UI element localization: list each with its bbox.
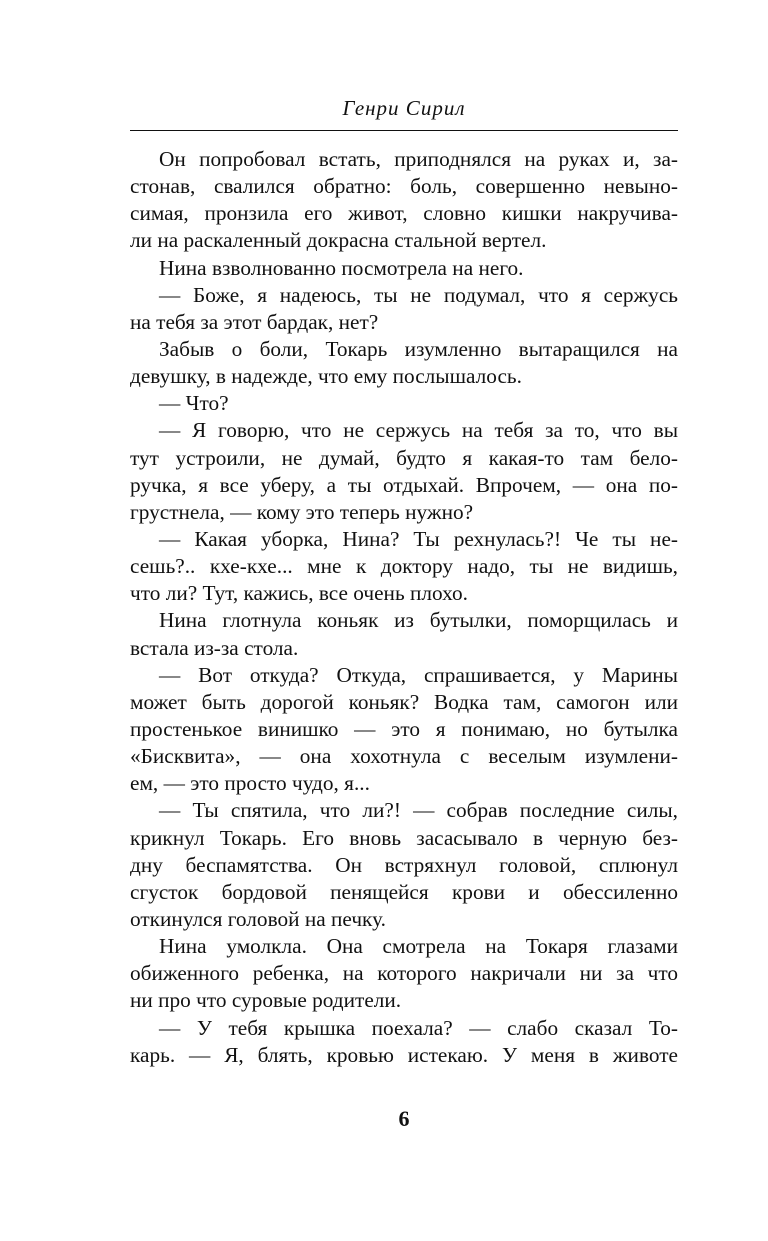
- text-line: карь. — Я, блять, кровью истекаю. У меня в животе: [130, 1042, 678, 1067]
- paragraph: [130, 390, 678, 417]
- text-line: Нина взволнованно посмотрела на него.: [159, 255, 524, 280]
- text-line: Забыв о боли, Токарь изумленно вытаращился на: [159, 336, 678, 361]
- paragraph: [130, 282, 678, 336]
- paragraph: [130, 797, 678, 933]
- text-line: тут устроили, не думай, будто я какая-то там бело-: [130, 445, 678, 470]
- text-line: сгусток бордовой пенящейся крови и обессиленно: [130, 879, 678, 904]
- text-line: стонав, свалился обратно: боль, совершенно невыно-: [130, 174, 678, 199]
- text-line: сешь?.. кхе-кхе... мне к доктору надо, ты не видишь,: [130, 554, 678, 579]
- text-line: — Что?: [159, 391, 229, 416]
- text-line: девушку, в надежде, что ему послышалось.: [130, 364, 522, 389]
- text-line: простенькое винишко — это я понимаю, но бутылка: [130, 716, 678, 741]
- paragraph: [130, 146, 678, 255]
- text-line: дну беспамятства. Он встряхнул головой, сплюнул: [130, 852, 678, 877]
- text-line: Нина глотнула коньяк из бутылки, поморщилась и: [159, 608, 678, 633]
- paragraph: [130, 526, 678, 607]
- paragraph: [130, 662, 678, 798]
- text-line: симая, пронзила его живот, словно кишки накручива-: [130, 201, 678, 226]
- body-text: [130, 146, 678, 1069]
- text-line: что ли? Тут, кажись, все очень плохо.: [130, 581, 468, 606]
- text-line: Нина умолкла. Она смотрела на Токаря глазами: [159, 934, 678, 959]
- text-line: «Бисквита», — она хохотнула с веселым изумлени-: [130, 744, 678, 769]
- paragraph: [130, 1015, 678, 1069]
- text-line: крикнул Токарь. Его вновь засасывало в черную без-: [130, 825, 678, 850]
- text-line: на тебя за этот бардак, нет?: [130, 309, 379, 334]
- text-line: ни про что суровые родители.: [130, 988, 402, 1013]
- text-line: ем, — это просто чудо, я...: [130, 771, 370, 796]
- text-line: ручка, я все уберу, а ты отдыхай. Впрочем, — она по-: [130, 472, 678, 497]
- running-head-title: Генри Сирил: [342, 96, 466, 120]
- text-line: — Боже, я надеюсь, ты не подумал, что я сержусь: [159, 282, 678, 307]
- paragraph: [130, 255, 678, 282]
- text-line: может быть дорогой коньяк? Водка там, самогон или: [130, 689, 678, 714]
- paragraph: [130, 607, 678, 661]
- text-line: встала из-за стола.: [130, 635, 299, 660]
- text-line: ли на раскаленный докрасна стальной вертел.: [130, 228, 547, 253]
- text-line: Он попробовал встать, приподнялся на руках и, за-: [159, 147, 678, 171]
- text-line: — У тебя крышка поехала? — слабо сказал То-: [159, 1015, 678, 1040]
- header-rule: [130, 130, 678, 131]
- text-line: откинулся головой на печку.: [130, 906, 386, 931]
- text-line: — Ты спятила, что ли?! — собрав последние силы,: [159, 798, 678, 823]
- paragraph: [130, 417, 678, 526]
- paragraph: [130, 336, 678, 390]
- page-number: 6: [398, 1106, 410, 1131]
- text-line: — Я говорю, что не сержусь на тебя за то, что вы: [159, 418, 678, 443]
- text-line: грустнела, — кому это теперь нужно?: [130, 499, 474, 524]
- text-line: — Вот откуда? Откуда, спрашивается, у Марины: [159, 662, 678, 687]
- text-line: обиженного ребенка, на которого накричали ни за что: [130, 961, 678, 986]
- paragraph: [130, 933, 678, 1014]
- text-line: — Какая уборка, Нина? Ты рехнулась?! Че ты не-: [159, 526, 678, 551]
